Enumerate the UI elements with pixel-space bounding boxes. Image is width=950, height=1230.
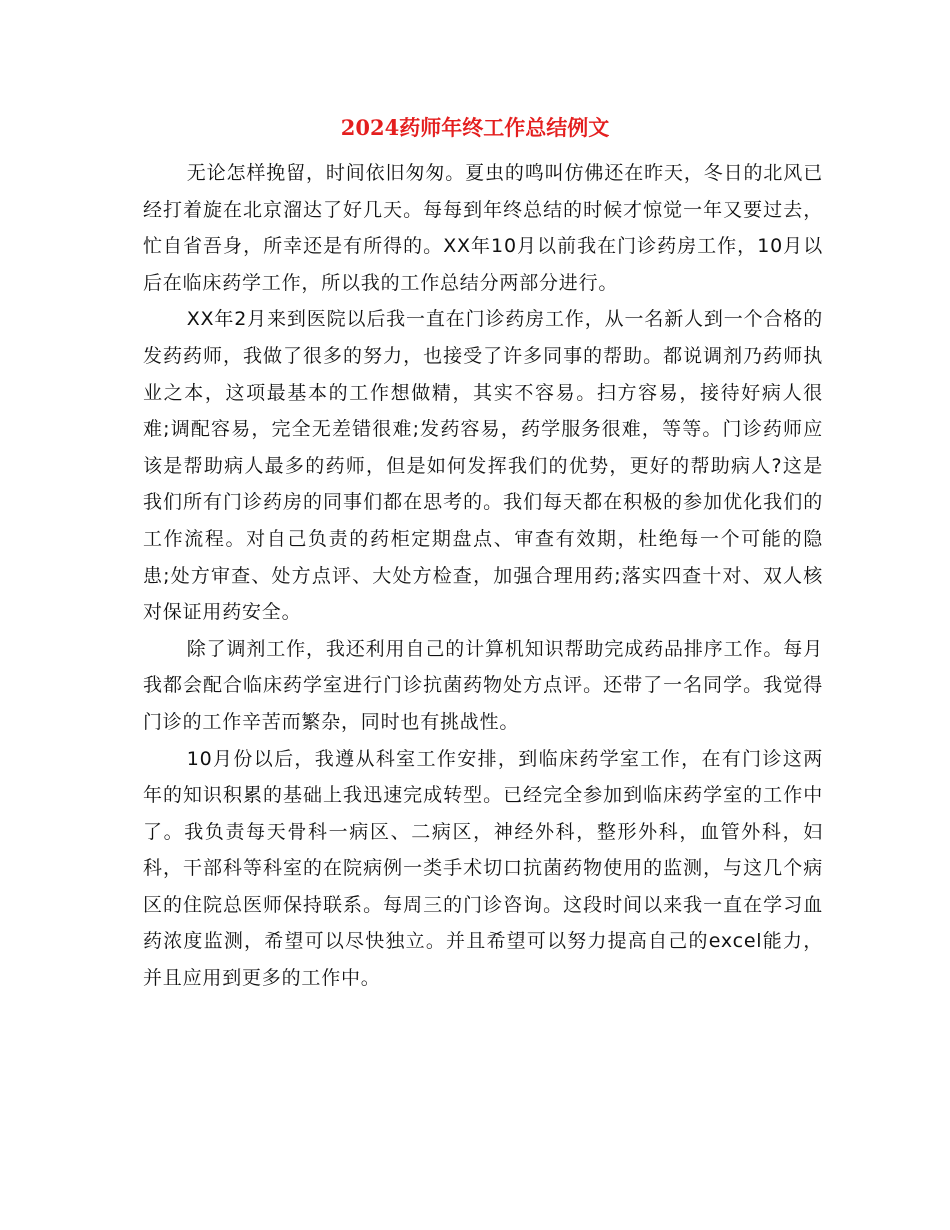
paragraph-2: XX年2月来到医院以后我一直在门诊药房工作，从一名新人到一个合格的发药药师，我做了很多的努力，也接受了许多同事的帮助。都说调剂乃药师执业之本，这项最基本的工作想做精，其实不容易。扫方容易，接待好病人很难;调配容易，完全无差错很难;发药容易，药学服务很难，等等。门诊药师应该是帮助病人最多的药师，但是如何发挥我们的优势，更好的帮助病人?这是我们所有门诊药房的同事们都在思考的。我们每天都在积极的参加优化我们的工作流程。对自己负责的药柜定期盘点、审查有效期，杜绝每一个可能的隐患;处方审查、处方点评、大处方检查，加强合理用药;落实四查十对、双人核对保证用药安全。	[143, 308, 823, 624]
paragraph-3: 除了调剂工作，我还利用自己的计算机知识帮助完成药品排序工作。每月我都会配合临床药学室进行门诊抗菌药物处方点评。还带了一名同学。我觉得门诊的工作辛苦而繁杂，同时也有挑战性。	[143, 637, 823, 733]
paragraph-1: 无论怎样挽留，时间依旧匆匆。夏虫的鸣叫仿佛还在昨天，冬日的北风已经打着旋在北京溜达了好几天。每每到年终总结的时候才惊觉一年又要过去，忙自省吾身，所幸还是有所得的。XX年10月以前我在门诊药房工作，10月以后在临床药学工作，所以我的工作总结分两部分进行。	[143, 162, 823, 294]
document-title: 2024药师年终工作总结例文	[340, 115, 610, 140]
paragraph-4: 10月份以后，我遵从科室工作安排，到临床药学室工作，在有门诊这两年的知识积累的基础上我迅速完成转型。已经完全参加到临床药学室的工作中了。我负责每天骨科一病区、二病区，神经外科，整形外科，血管外科，妇科，干部科等科室的在院病例一类手术切口抗菌药物使用的监测，与这几个病区的住院总医师保持联系。每周三的门诊咨询。这段时间以来我一直在学习血药浓度监测，希望可以尽快独立。并且希望可以努力提高自己的excel能力，并且应用到更多的工作中。	[143, 747, 823, 990]
document-body	[143, 155, 823, 997]
